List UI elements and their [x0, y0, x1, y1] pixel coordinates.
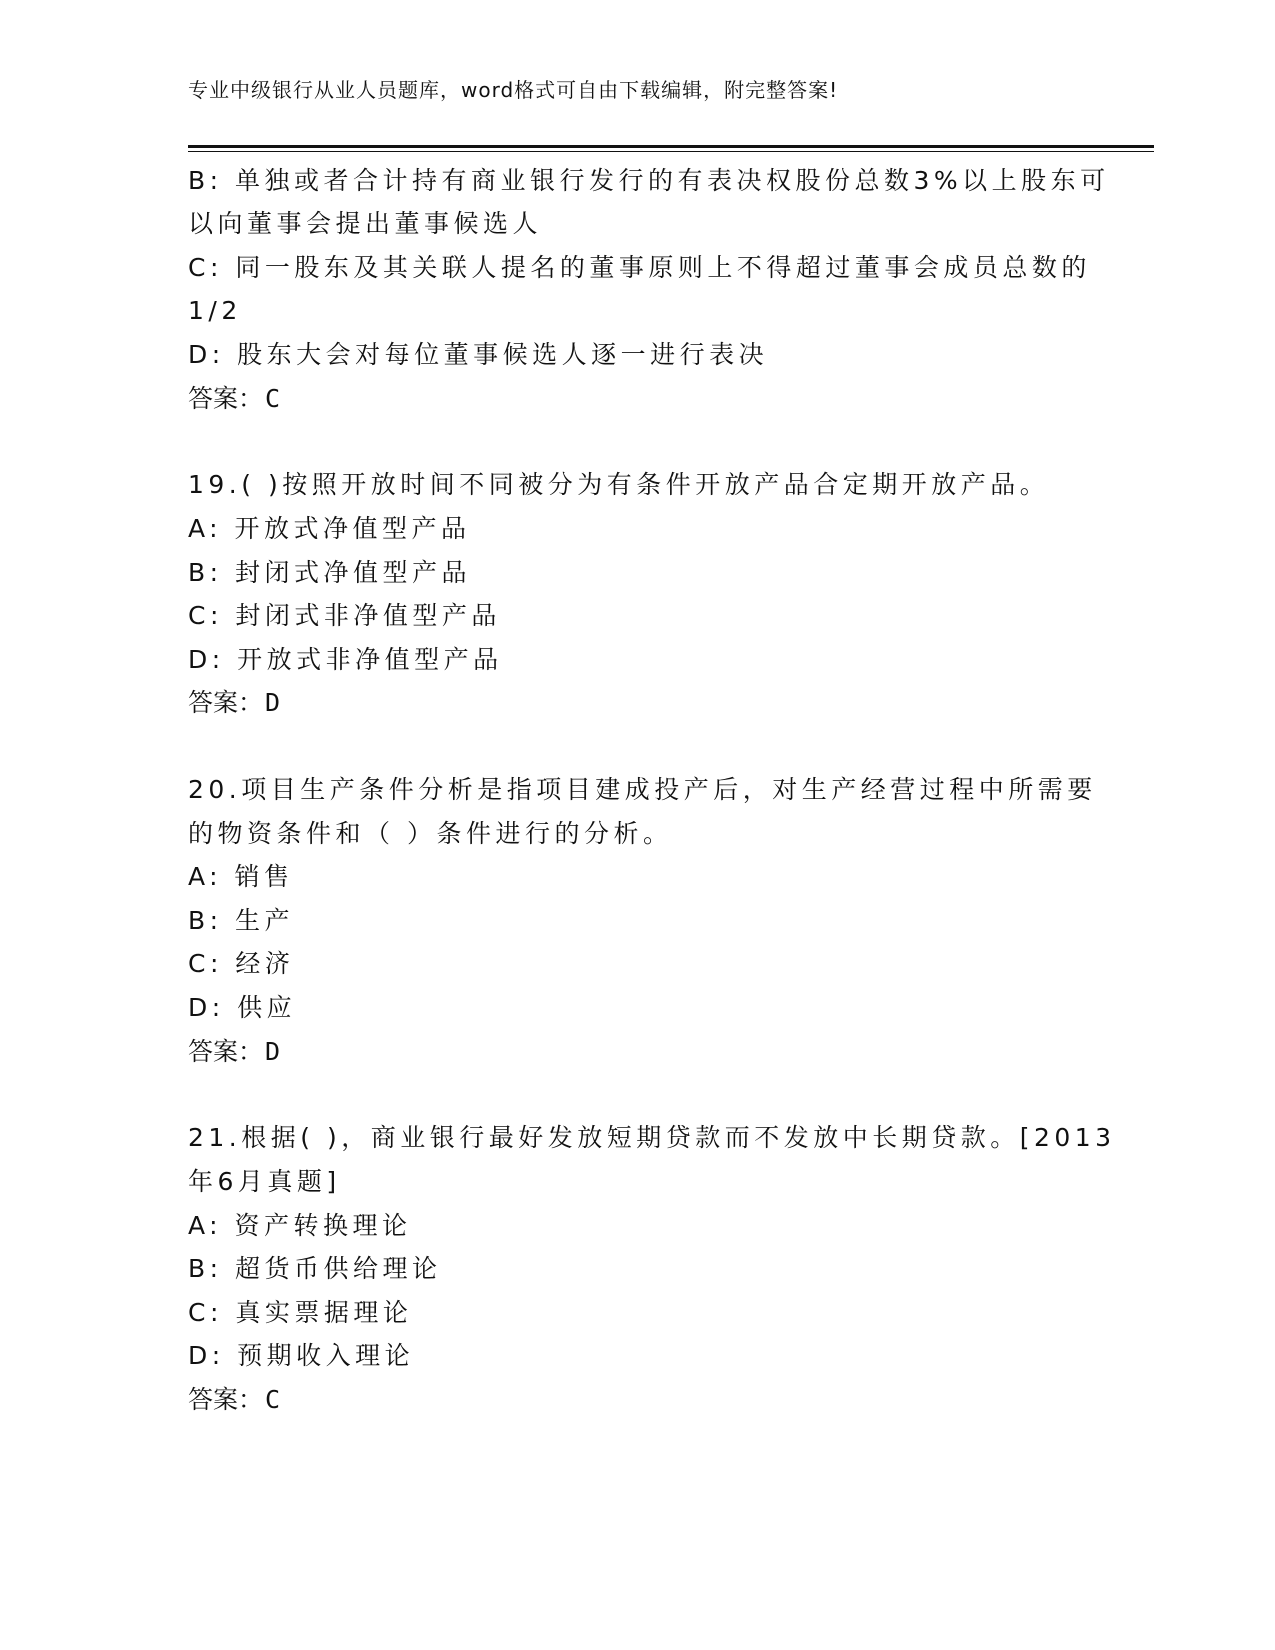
- q20-stem-line1: 20.项目生产条件分析是指项目建成投产后，对生产经营过程中所需要: [188, 775, 1097, 804]
- q18-answer: [188, 382, 280, 416]
- q18-option-c-line2: 1/2: [188, 296, 242, 325]
- q21-answer-label: 答案：: [188, 1385, 264, 1414]
- q19-answer: [188, 686, 280, 720]
- q20-option-a: A: 销售: [188, 862, 294, 891]
- q18-answer-label: 答案：: [188, 384, 264, 413]
- q19-stem: 19.( )按照开放时间不同被分为有条件开放产品合定期开放产品。: [188, 470, 1050, 499]
- q18-answer-value: C: [265, 384, 281, 413]
- q20-stem-line2: 的物资条件和（ ）条件进行的分析。: [188, 819, 673, 848]
- q19-answer-label: 答案：: [188, 688, 264, 717]
- q21-stem-line2: 年6月真题]: [188, 1167, 341, 1196]
- q19-option-a: A: 开放式净值型产品: [188, 514, 471, 543]
- q19-option-c: C: 封闭式非净值型产品: [188, 601, 501, 630]
- q20-answer: [188, 1035, 280, 1069]
- q18-option-b-line1: B: 单独或者合计持有商业银行发行的有表决权股份总数3%以上股东可: [188, 166, 1110, 195]
- q19-option-d: D: 开放式非净值型产品: [188, 645, 503, 674]
- q21-option-d: D: 预期收入理论: [188, 1341, 415, 1370]
- header-rule-thin: [188, 151, 1154, 152]
- q18-option-d: D: 股东大会对每位董事候选人逐一进行表决: [188, 340, 769, 369]
- q21-option-b: B: 超货币供给理论: [188, 1254, 442, 1283]
- q20-answer-label: 答案：: [188, 1037, 264, 1066]
- q20-option-d: D: 供应: [188, 993, 297, 1022]
- q20-option-c: C: 经济: [188, 949, 295, 978]
- q21-option-a: A: 资产转换理论: [188, 1211, 412, 1240]
- q19-answer-value: D: [265, 688, 281, 717]
- q19-option-b: B: 封闭式净值型产品: [188, 558, 472, 587]
- q18-option-b-line2: 以向董事会提出董事候选人: [188, 209, 543, 238]
- q20-answer-value: D: [265, 1037, 281, 1066]
- q21-answer-value: C: [265, 1385, 281, 1414]
- q18-option-c-line1: C: 同一股东及其关联人提名的董事原则上不得超过董事会成员总数的: [188, 253, 1091, 282]
- page-header: 专业中级银行从业人员题库，word格式可自由下载编辑，附完整答案!: [188, 78, 839, 102]
- q21-stem-line1: 21.根据( )，商业银行最好发放短期贷款而不发放中长期贷款。[2013: [188, 1123, 1116, 1152]
- q21-answer: [188, 1383, 280, 1417]
- q20-option-b: B: 生产: [188, 906, 295, 935]
- header-rule-thick: [188, 145, 1154, 148]
- q21-option-c: C: 真实票据理论: [188, 1298, 413, 1327]
